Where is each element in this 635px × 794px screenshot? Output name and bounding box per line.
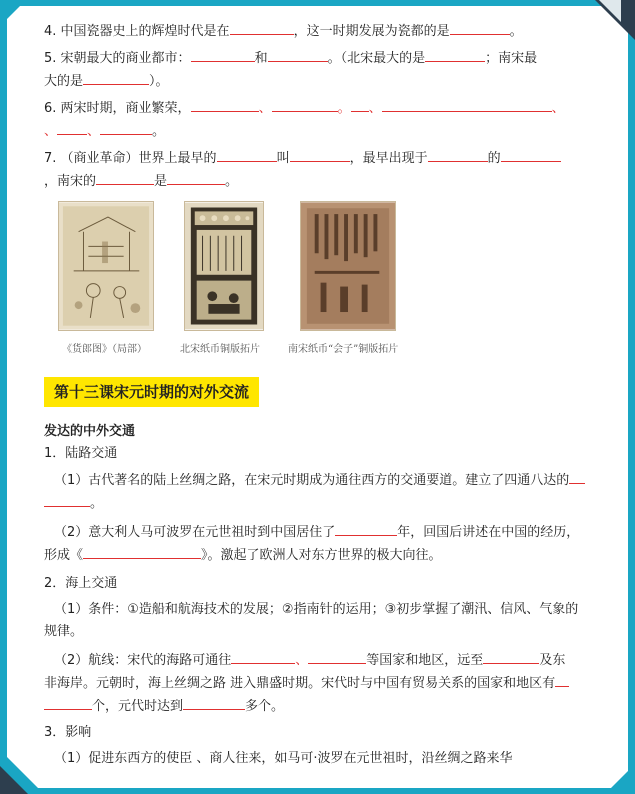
question-7: [44, 147, 604, 170]
fill-blank[interactable]: [231, 649, 295, 664]
fill-blank[interactable]: [191, 47, 255, 62]
fill-blank[interactable]: [335, 521, 397, 536]
question-7-cont: [44, 170, 604, 193]
fill-blank[interactable]: [308, 649, 366, 664]
paragraph-text: 形成《: [44, 548, 84, 563]
question-text: 大的是: [44, 74, 84, 89]
question-text: ，南宋的: [44, 174, 97, 189]
sea-route-paths: [44, 649, 604, 672]
fill-blank[interactable]: [183, 695, 245, 710]
fill-blank[interactable]: [428, 147, 488, 162]
fill-blank[interactable]: [450, 20, 510, 35]
question-number: 7.: [44, 151, 57, 166]
subsection-heading: 2．海上交通: [44, 576, 118, 591]
question-text: 宋朝最大的商业都市：: [60, 51, 191, 66]
frame-border-left: [0, 0, 7, 794]
worksheet-content: [44, 20, 604, 770]
question-text: ，最早出现于: [349, 151, 428, 166]
paragraph-text: 等国家和地区，远至: [366, 653, 484, 668]
question-text: 叫: [276, 151, 290, 166]
blank-separator: 。: [337, 101, 351, 116]
huizi-rubbing-image: [300, 201, 396, 331]
question-text: 两宋时期，商业繁荣，: [60, 101, 191, 116]
fill-blank[interactable]: [382, 97, 500, 112]
question-4: [44, 20, 604, 43]
paragraph-text: 。: [90, 496, 104, 511]
question-5: [44, 47, 604, 70]
question-text: ，这一时期发展为瓷都的是: [293, 24, 450, 39]
figure-caption: 《货郎图》（局部）: [62, 344, 147, 355]
paragraph-text: （2）意大利人马可波罗在元世祖时到中国居住了: [54, 525, 336, 540]
fill-blank[interactable]: [555, 672, 569, 687]
question-text: ）。: [149, 74, 169, 89]
question-6-cont: [44, 120, 604, 143]
sea-route-conditions: （1）条件：①造船和航海技术的发展；②指南针的运用；③初步掌握了潮汛、信风、气象的: [54, 602, 579, 617]
land-route-point-1: [44, 469, 604, 492]
question-text: 。（北宋最大的是: [327, 51, 426, 66]
fill-blank[interactable]: [425, 47, 485, 62]
sea-route-paths-cont: [44, 672, 604, 695]
paragraph-text: 年，回国后讲述在中国的经历，: [397, 525, 580, 540]
fill-blank[interactable]: [217, 147, 277, 162]
subsection-heading: 1．陆路交通: [44, 446, 118, 461]
fill-blank[interactable]: [191, 97, 259, 112]
corner-decoration-bottom-left-inner: [0, 766, 28, 794]
sea-route-paths-cont-2: [44, 695, 604, 718]
frame-border-right: [628, 0, 635, 794]
figure-southern-song-huizi: [300, 201, 396, 339]
impact-point-1: （1）促进东西方的使臣 、商人往来，如马可·波罗在元世祖时，沿丝绸之路来华: [54, 751, 513, 766]
paragraph-text: 多个。: [245, 699, 285, 714]
fill-blank[interactable]: [100, 120, 152, 135]
sea-route-conditions-cont: 规律。: [44, 624, 84, 639]
paragraph-text: 》。激起了欧洲人对东方世界的极大向往。: [201, 548, 442, 563]
land-route-point-2: [44, 521, 604, 544]
question-text: 的: [487, 151, 501, 166]
land-route-point-1-cont: [44, 492, 604, 515]
question-number: 6.: [44, 101, 57, 116]
paragraph-text: 非海岸。元朝时，海上丝绸之路 进入鼎盛时期。宋代时与中国有贸易关系的国家和地区有: [44, 676, 556, 691]
fill-blank[interactable]: [268, 47, 328, 62]
fill-blank[interactable]: [483, 649, 539, 664]
painting-image: [58, 201, 154, 331]
fill-blank[interactable]: [83, 544, 201, 559]
fill-blank[interactable]: [44, 492, 90, 507]
fill-blank[interactable]: [500, 97, 552, 112]
paragraph-text: （1）古代著名的陆上丝绸之路，在宋元时期成为通往西方的交通要道。建立了四通八达的: [54, 473, 570, 488]
fill-blank[interactable]: [290, 147, 350, 162]
fill-blank[interactable]: [57, 120, 87, 135]
question-text: 和: [254, 51, 268, 66]
fill-blank[interactable]: [230, 20, 294, 35]
paragraph-text: （2）航线：宋代的海路可通往: [54, 653, 232, 668]
fill-blank[interactable]: [501, 147, 561, 162]
blank-separator: 、: [258, 101, 272, 116]
fill-blank[interactable]: [167, 170, 225, 185]
question-text: 。: [509, 24, 523, 39]
figure-huolang-painting: [58, 201, 154, 339]
paragraph-text: 个，元代时达到: [92, 699, 184, 714]
subsection-heading: 3．影响: [44, 725, 92, 740]
question-number: 4.: [44, 24, 57, 39]
fill-blank[interactable]: [83, 70, 149, 85]
figure-caption: 南宋纸币“会子”铜版拓片: [288, 344, 399, 355]
fill-blank[interactable]: [272, 97, 338, 112]
figure-row: [44, 201, 604, 361]
corner-decoration-bottom-right: [605, 764, 635, 794]
question-number: 5.: [44, 51, 57, 66]
blank-separator: 、: [551, 101, 565, 116]
corner-decoration-top-right-inner: [599, 0, 621, 22]
section-title: 发达的中外交通: [44, 424, 136, 439]
lesson-title: 第十三课宋元时期的对外交流: [44, 377, 259, 407]
question-text: 。: [152, 124, 166, 139]
question-text: 。: [225, 174, 239, 189]
figure-northern-song-banknote: [184, 201, 264, 339]
banknote-rubbing-image: [184, 201, 264, 331]
fill-blank[interactable]: [569, 469, 585, 484]
fill-blank[interactable]: [44, 695, 92, 710]
paragraph-text: 及东: [539, 653, 566, 668]
question-text: 中国瓷器史上的辉煌时代是在: [60, 24, 230, 39]
question-text: 是: [154, 174, 168, 189]
blank-separator: 、: [44, 124, 58, 139]
land-route-point-2-cont: [44, 544, 604, 567]
blank-separator: 、: [295, 653, 309, 668]
question-text: （商业革命）世界上最早的: [60, 151, 217, 166]
blank-separator: 、: [368, 101, 382, 116]
question-6: [44, 97, 604, 120]
blank-separator: 、: [87, 124, 101, 139]
frame-border-top: [0, 0, 635, 6]
fill-blank[interactable]: [351, 97, 369, 112]
question-text: ；南宋最: [485, 51, 538, 66]
corner-decoration-top-left: [0, 0, 26, 26]
figure-caption: 北宋纸币铜版拓片: [180, 344, 260, 355]
fill-blank[interactable]: [96, 170, 154, 185]
frame-border-bottom: [0, 788, 635, 794]
question-5-cont: [44, 70, 604, 93]
